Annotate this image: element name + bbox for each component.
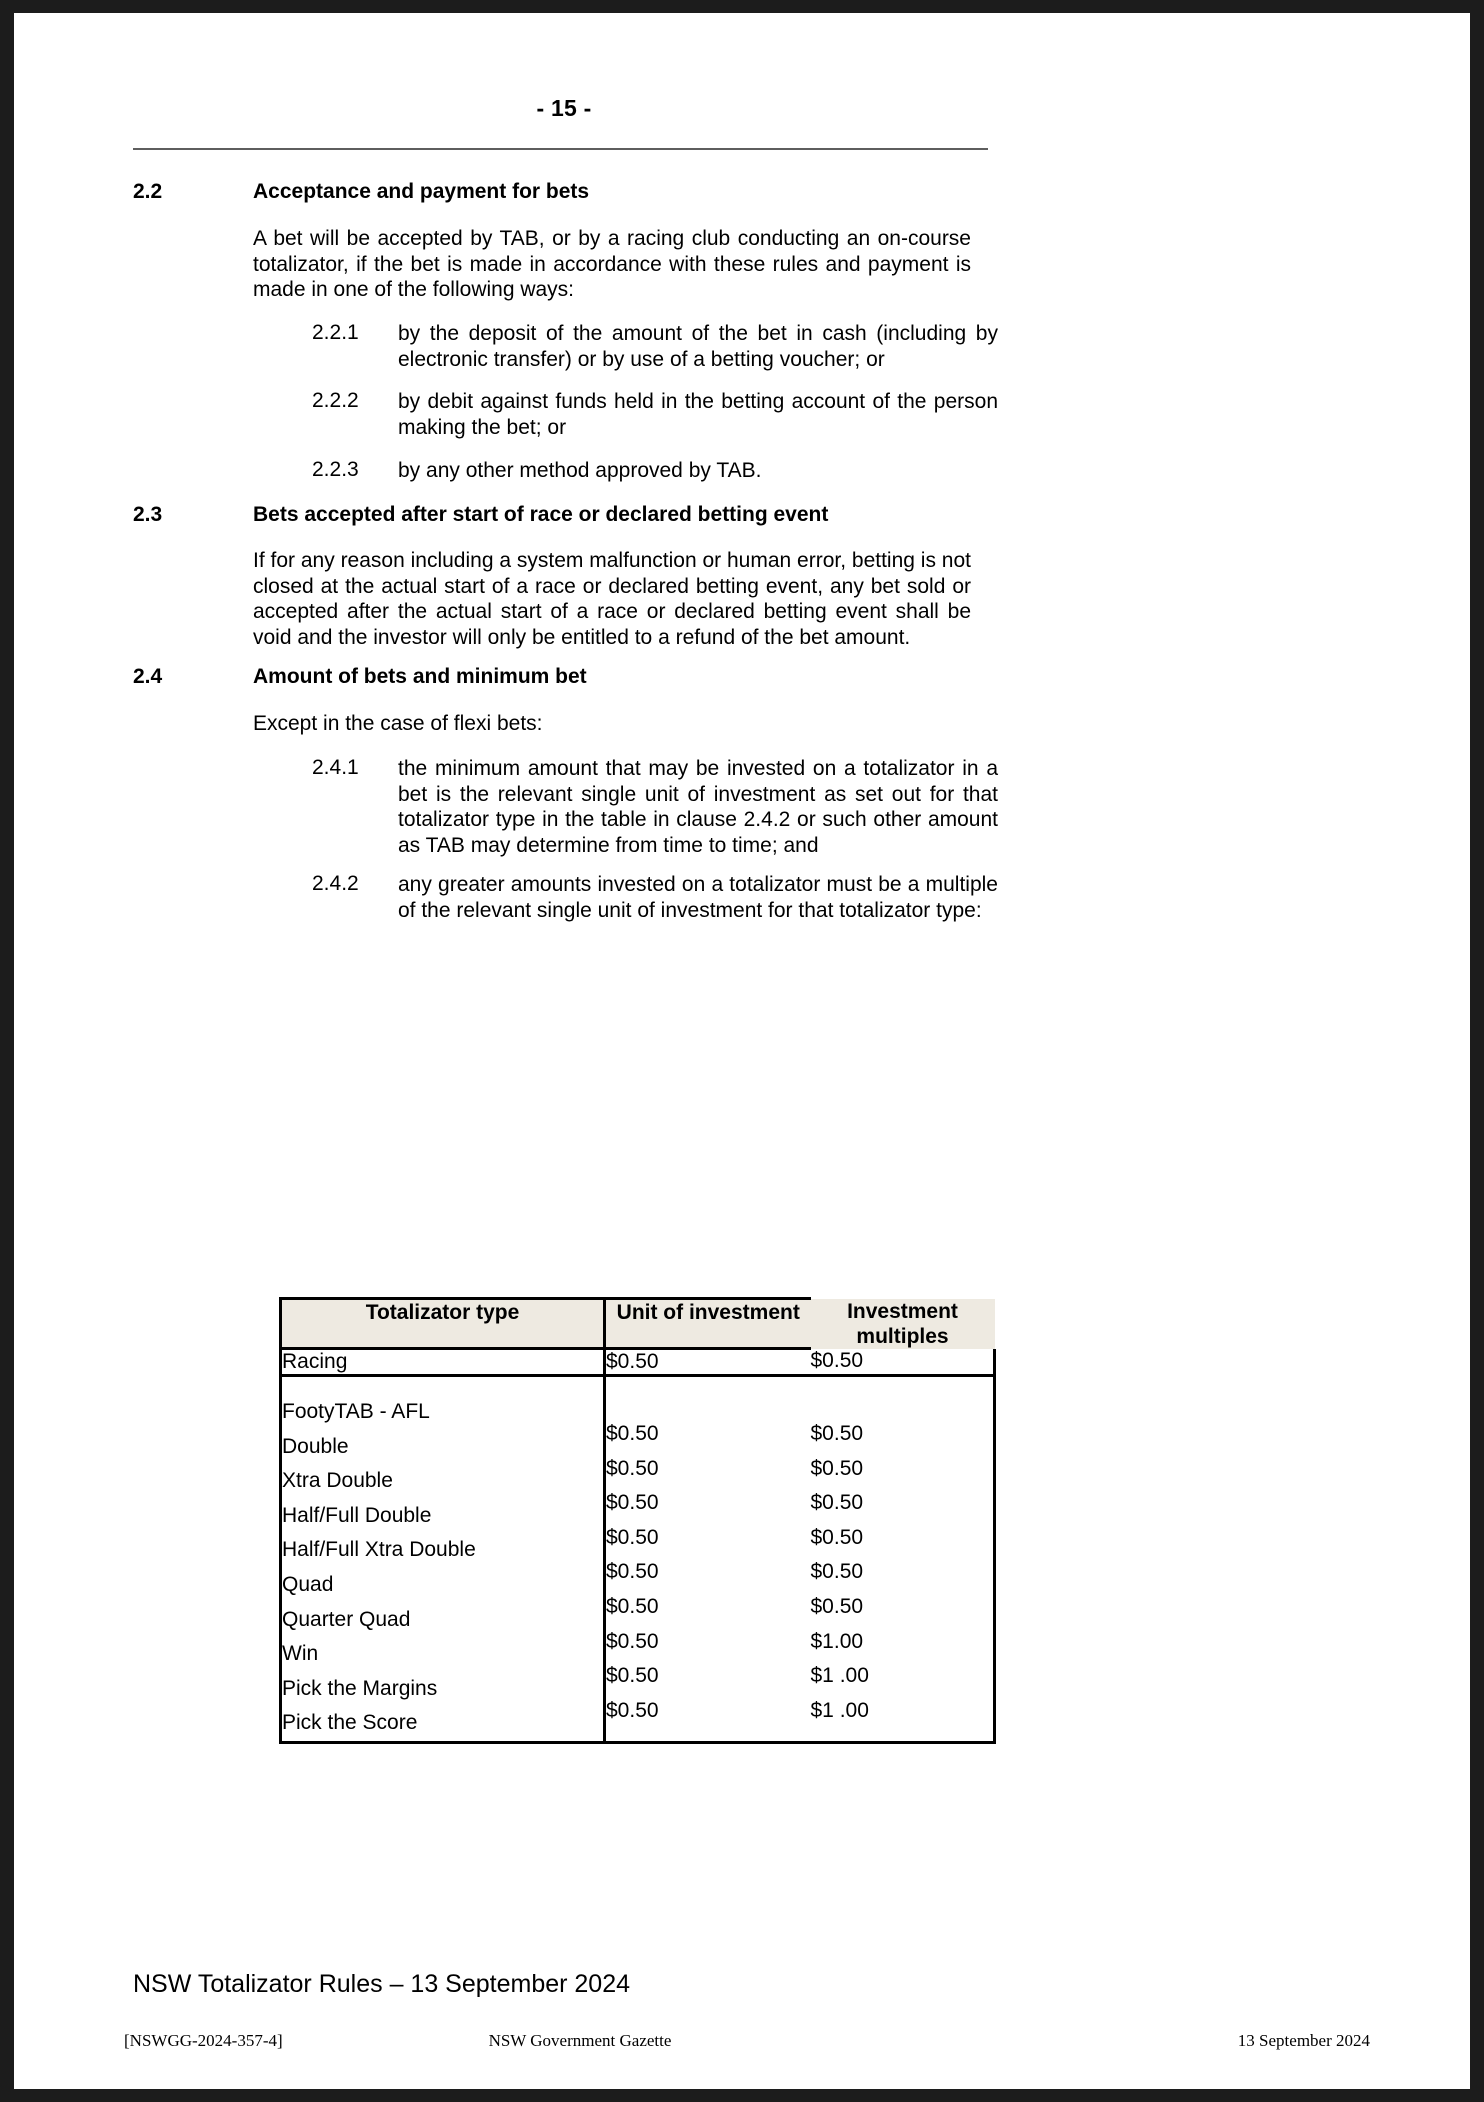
clause-2-4-2-number: 2.4.2 xyxy=(312,872,359,895)
table-row-footytab xyxy=(281,1376,995,1743)
footytab-unit-item: $0.50 xyxy=(606,1491,659,1515)
clause-2-2-2-number: 2.2.2 xyxy=(312,389,359,412)
footytab-type-item: Xtra Double xyxy=(282,1469,393,1493)
table-header-row xyxy=(281,1299,995,1349)
clause-2-2-1-text: by the deposit of the amount of the bet in cash (including by electronic transfer) or by use of a betting voucher; or xyxy=(398,322,998,371)
footytab-unit-item: $0.50 xyxy=(606,1456,659,1480)
footytab-multiple-item: $0.50 xyxy=(810,1560,864,1584)
footytab-multiple-list xyxy=(811,1377,994,1728)
footytab-multiple-item: $1.00 xyxy=(810,1629,864,1653)
footytab-type-item: Half/Full Xtra Double xyxy=(282,1538,476,1562)
cell-footytab-units xyxy=(605,1376,811,1743)
clause-2-3-number: 2.3 xyxy=(133,503,163,526)
clause-2-4-number: 2.4 xyxy=(133,665,163,688)
footytab-unit-item: $0.50 xyxy=(606,1664,659,1688)
table-header-totalizator-type: Totalizator type xyxy=(281,1299,605,1349)
footytab-multiple-item: $0.50 xyxy=(810,1456,864,1480)
footytab-type-item: Quad xyxy=(282,1572,334,1596)
clause-2-2-number: 2.2 xyxy=(133,180,163,203)
document-page xyxy=(14,13,1470,2089)
clause-2-2-1-number: 2.2.1 xyxy=(312,321,359,344)
page-content xyxy=(14,13,1470,2089)
clause-2-2-title: Acceptance and payment for bets xyxy=(253,180,590,203)
footytab-unit-list xyxy=(606,1377,811,1728)
document-footer-title: NSW Totalizator Rules – 13 September 2024 xyxy=(133,1970,631,1998)
table-header-investment-multiples: Investment multiples xyxy=(811,1299,995,1349)
footytab-unit-item: $0.50 xyxy=(606,1525,659,1549)
footytab-multiple-item: $0.50 xyxy=(810,1491,864,1515)
footytab-multiple-item: $0.50 xyxy=(810,1594,864,1618)
footytab-type-item: Win xyxy=(282,1642,319,1666)
footytab-unit-item: $0.50 xyxy=(606,1698,659,1722)
clause-2-2-intro: A bet will be accepted by TAB, or by a racing club conducting an on-course totalizator, if the bet is made in accordance with these rules and payment is made in one of the following ways: xyxy=(253,227,971,301)
footytab-multiple-item: $1 .00 xyxy=(810,1698,869,1722)
footytab-type-item: Half/Full Double xyxy=(282,1503,432,1527)
clause-2-3-title: Bets accepted after start of race or declared betting event xyxy=(253,503,829,526)
table-row-racing xyxy=(281,1349,995,1376)
footytab-unit-item: $0.50 xyxy=(606,1629,659,1653)
clause-2-4-1-text: the minimum amount that may be invested on a totalizator in a bet is the relevant single unit of investment as set out for that totalizator type in the table in clause 2.4.2 or such other amount as TAB may determine from time to time; and xyxy=(398,757,998,857)
footytab-unit-item: $0.50 xyxy=(606,1560,659,1584)
footytab-type-item: Double xyxy=(282,1434,349,1458)
gazette-date: 13 September 2024 xyxy=(1237,2031,1370,2050)
clause-2-4-2-text: any greater amounts invested on a totalizator must be a multiple of the relevant single unit of investment for that totalizator type: xyxy=(398,873,998,922)
header-rule xyxy=(133,148,988,150)
cell-racing-type: Racing xyxy=(281,1349,605,1376)
clause-2-2-2-text: by debit against funds held in the betting account of the person making the bet; or xyxy=(398,390,998,439)
footytab-multiple-item: $1 .00 xyxy=(810,1664,869,1688)
investment-table-wrapper xyxy=(279,1297,993,1744)
footytab-multiple-item: $0.50 xyxy=(810,1525,864,1549)
page-number: - 15 - xyxy=(536,95,592,121)
footytab-type-item: Quarter Quad xyxy=(282,1607,411,1631)
footytab-type-list xyxy=(282,1377,603,1741)
gazette-title: NSW Government Gazette xyxy=(488,2031,672,2050)
footytab-group-label: FootyTAB - AFL xyxy=(282,1400,430,1423)
table-header-unit-of-investment: Unit of investment xyxy=(605,1299,811,1349)
clause-2-2-3-number: 2.2.3 xyxy=(312,458,359,481)
gazette-reference: [NSWGG-2024-357-4] xyxy=(124,2031,283,2050)
cell-footytab-types xyxy=(281,1376,605,1743)
footytab-unit-item: $0.50 xyxy=(606,1594,659,1618)
footytab-type-item: Pick the Score xyxy=(282,1711,418,1735)
clause-2-3-body: If for any reason including a system malfunction or human error, betting is not closed at the actual start of a race or declared betting event, any bet sold or accepted after the actual start of a race or declared betting event shall be void and the investor will only be entitled to a refund of the bet amount. xyxy=(253,549,971,649)
footytab-type-item: Pick the Margins xyxy=(282,1676,438,1700)
clause-2-2-3-text: by any other method approved by TAB. xyxy=(398,459,762,482)
footytab-unit-item: $0.50 xyxy=(606,1422,659,1445)
clause-2-4-intro: Except in the case of flexi bets: xyxy=(253,712,543,735)
footytab-multiple-item: $0.50 xyxy=(810,1422,864,1445)
investment-table xyxy=(279,1297,996,1744)
clause-2-4-1-number: 2.4.1 xyxy=(312,756,359,779)
cell-racing-multiple: $0.50 xyxy=(811,1349,995,1376)
cell-racing-unit: $0.50 xyxy=(605,1349,811,1376)
cell-footytab-multiples xyxy=(811,1376,995,1743)
clause-2-4-title: Amount of bets and minimum bet xyxy=(253,665,587,688)
